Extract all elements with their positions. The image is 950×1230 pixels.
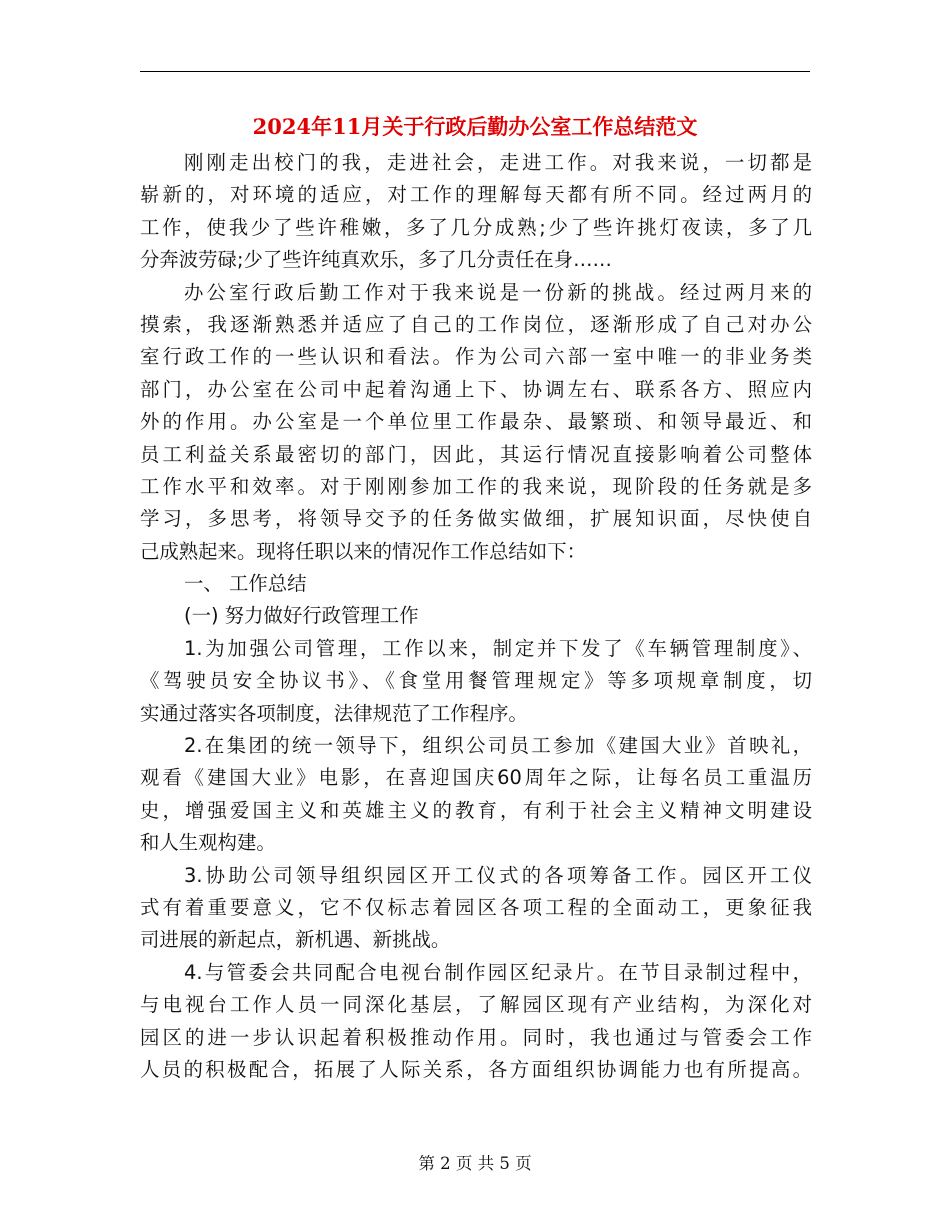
text-line: 学习，多思考，将领导交予的任务做实做细，扩展知识面，尽快使自: [140, 507, 812, 531]
text-line: 员工利益关系最密切的部门，因此，其运行情况直接影响着公司整体: [140, 442, 812, 466]
text-line: 崭新的，对环境的适应，对工作的理解每天都有所不同。经过两月的: [140, 183, 812, 207]
text-line: 分奔波劳碌;少了些许纯真欢乐，多了几分责任在身……: [140, 248, 612, 272]
text-line: 实通过落实各项制度，法律规范了工作程序。: [140, 701, 528, 725]
text-line: (一) 努力做好行政管理工作: [184, 604, 419, 628]
text-line: 4.与管委会共同配合电视台制作园区纪录片。在节目录制过程中，: [184, 960, 812, 984]
text-line: 式有着重要意义，它不仅标志着园区各项工程的全面动工，更象征我: [140, 895, 812, 919]
text-line: 和人生观构建。: [140, 831, 276, 855]
text-line: 与电视台工作人员一同深化基层，了解园区现有产业结构，为深化对: [140, 993, 812, 1017]
text-line: 摸索，我逐渐熟悉并适应了自己的工作岗位，逐渐形成了自己对办公: [140, 312, 812, 336]
text-line: 一、 工作总结: [184, 572, 307, 596]
text-line: 《驾驶员安全协议书》、《食堂用餐管理规定》等多项规章制度，切: [140, 669, 812, 693]
document-body: [140, 147, 812, 1086]
text-line: 部门，办公室在公司中起着沟通上下、协调左右、联系各方、照应内: [140, 377, 812, 401]
page-footer: 第 2 页 共 5 页: [418, 1154, 532, 1173]
text-line: 3.协助公司领导组织园区开工仪式的各项筹备工作。园区开工仪: [184, 863, 812, 887]
text-line: 2.在集团的统一领导下，组织公司员工参加《建国大业》首映礼，: [184, 734, 812, 758]
text-line: 室行政工作的一些认识和看法。作为公司六部一室中唯一的非业务类: [140, 345, 812, 369]
text-line: 史，增强爱国主义和英雄主义的教育，有利于社会主义精神文明建设: [140, 798, 812, 822]
document-title: 2024年11月关于行政后勤办公室工作总结范文: [252, 114, 698, 139]
text-line: 工作水平和效率。对于刚刚参加工作的我来说，现阶段的任务就是多: [140, 474, 812, 498]
text-line: 观看《建国大业》电影，在喜迎国庆60周年之际，让每名员工重温历: [140, 766, 812, 790]
header-rule: [140, 71, 810, 72]
text-line: 人员的积极配合，拓展了人际关系，各方面组织协调能力也有所提高。: [140, 1057, 812, 1081]
text-line: 己成熟起来。现将任职以来的情况作工作总结如下：: [140, 539, 586, 563]
text-line: 园区的进一步认识起着积极推动作用。同时，我也通过与管委会工作: [140, 1025, 812, 1049]
text-line: 外的作用。办公室是一个单位里工作最杂、最繁琐、和领导最近、和: [140, 410, 812, 434]
text-line: 1.为加强公司管理，工作以来，制定并下发了《车辆管理制度》、: [184, 636, 812, 660]
text-line: 办公室行政后勤工作对于我来说是一份新的挑战。经过两月来的: [184, 280, 812, 304]
text-line: 工作，使我少了些许稚嫩，多了几分成熟;少了些许挑灯夜读，多了几: [140, 215, 812, 239]
text-line: 司进展的新起点，新机遇、新挑战。: [140, 928, 451, 952]
text-line: 刚刚走出校门的我，走进社会，走进工作。对我来说，一切都是: [184, 151, 812, 174]
